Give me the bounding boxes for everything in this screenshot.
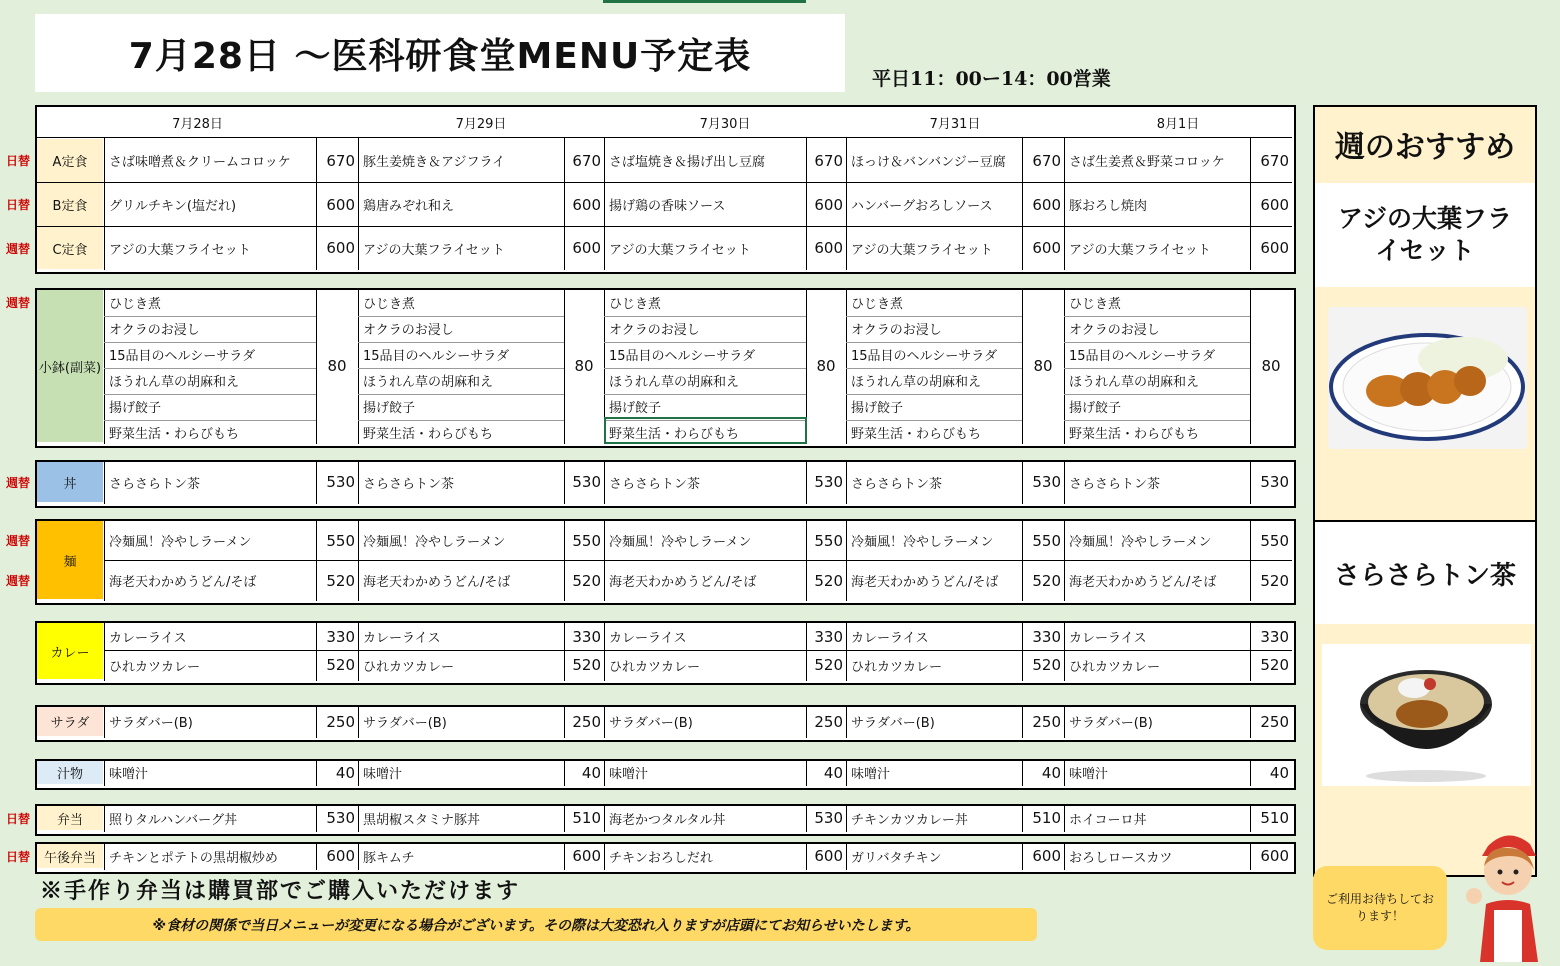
menu-item-curry-1-d2[interactable]: カレーライス [363,631,441,646]
rotation-label-A: 日替 [5,154,30,168]
grid-line [604,806,605,832]
grid-line [1064,761,1065,786]
side-dish-item-d5[interactable]: 揚げ餃子 [1069,401,1122,416]
menu-item-C-d4[interactable]: アジの大葉フライセット [851,242,993,258]
menu-item-C-d5[interactable]: アジの大葉フライセット [1069,242,1211,258]
grid-line [104,806,105,832]
rotation-label-men-2: 週替 [5,574,30,588]
recommend-item-1 [1315,183,1535,287]
price-C-d4: 600 [1032,239,1061,257]
menu-item-C-d1[interactable]: アジの大葉フライセット [109,242,251,258]
menu-item-A-d5[interactable]: さば生姜煮＆野菜コロッケ [1069,155,1225,170]
grid-line [1064,521,1065,601]
price-B-d1: 600 [326,195,355,214]
price-soup-d1: 40 [335,763,355,782]
bento-note: ※手作り弁当は購買部でご購入いただけます [40,878,521,904]
menu-item-bento-d3[interactable]: 海老かつタルタル丼 [609,812,726,828]
side-dish-price-d3: 80 [816,357,836,375]
menu-item-curry-2-d2[interactable]: ひれカツカレー [363,659,455,675]
rotation-label-C: 週替 [5,241,30,256]
rice-bowl-photo [1322,644,1531,786]
menu-item-A-d3[interactable]: さば塩焼き＆揚げ出し豆腐 [609,155,766,170]
side-dish-item-d5[interactable]: ほうれん草の胡麻和え [1069,375,1200,390]
category-kobachi: 小鉢(副菜) [37,290,103,442]
price-A-d3: 670 [814,151,843,170]
price-salad-d2: 250 [572,712,601,731]
waitress-illustration [1458,826,1558,962]
menu-item-don-d2[interactable]: さらさらトン茶 [363,476,455,492]
menu-item-pm-d1[interactable]: チキンとポテトの黒胡椒炒め [109,850,278,866]
menu-item-men-1-d1[interactable]: 冷麺風！冷やしラーメン [109,535,252,550]
side-dish-item-d4[interactable]: ひじき煮 [851,297,904,312]
price-curry-2-d3: 520 [814,656,843,674]
price-bento-d3: 530 [814,809,843,827]
price-C-d3: 600 [814,239,843,257]
price-A-d4: 670 [1032,151,1061,170]
price-men-1-d4: 550 [1032,531,1061,550]
grid-line [604,761,605,786]
price-curry-1-d5: 330 [1260,627,1289,646]
menu-item-curry-1-d3[interactable]: カレーライス [609,631,687,646]
price-curry-2-d5: 520 [1260,656,1289,674]
price-C-d2: 600 [572,239,601,257]
category-men: 麺 [37,521,103,599]
category-bento: 弁当 [37,806,103,830]
menu-item-A-d2[interactable]: 豚生姜焼き＆アジフライ [363,155,506,170]
side-dish-item-d2[interactable]: 揚げ餃子 [363,401,416,416]
menu-item-soup-d1[interactable]: 味噌汁 [109,767,149,782]
category-curry: カレー [37,623,103,679]
menu-item-men-2-d3[interactable]: 海老天わかめうどん/そば [609,575,757,590]
recommend-item-1-label: アジの大葉フライセット [1337,203,1512,265]
grid-line [846,761,847,786]
side-dish-item-d3[interactable]: ほうれん草の胡麻和え [609,375,740,390]
grid-line [1064,806,1065,832]
menu-item-B-d4[interactable]: ハンバーグおろしソース [851,199,993,214]
menu-item-curry-1-d1[interactable]: カレーライス [109,631,187,646]
menu-item-men-1-d5[interactable]: 冷麺風！冷やしラーメン [1069,535,1212,550]
menu-item-C-d3[interactable]: アジの大葉フライセット [609,242,751,258]
price-salad-d4: 250 [1032,712,1061,731]
recommend-item-2: さらさらトン茶 [1315,520,1535,624]
price-men-2-d2: 520 [572,571,601,590]
price-men-1-d5: 550 [1260,531,1289,550]
price-soup-d5: 40 [1269,763,1289,782]
rotation-label-men-1: 週替 [5,534,30,548]
price-don-d3: 530 [814,473,843,491]
grid-line [358,844,359,870]
price-don-d5: 530 [1260,473,1289,491]
price-curry-2-d1: 520 [326,656,355,674]
side-dish-item-d2[interactable]: オクラのお浸し [363,323,454,338]
grid-line [1064,707,1065,738]
side-dish-item-d4[interactable]: 野菜生活・わらびもち [851,427,982,442]
price-men-2-d5: 520 [1260,571,1289,590]
menu-item-salad-d4[interactable]: サラダバー(B) [851,716,935,731]
side-dish-item-d1[interactable]: 野菜生活・わらびもち [109,427,240,442]
grid-line [604,462,605,504]
grid-line [846,521,847,601]
day-header-2: 7月29日 [358,107,604,137]
price-men-1-d2: 550 [572,531,601,550]
price-B-d5: 600 [1260,195,1289,214]
cell-selection-indicator [603,0,806,3]
menu-item-bento-d5[interactable]: ホイコーロ丼 [1069,812,1147,828]
menu-item-B-d2[interactable]: 鶏唐みぞれ和え [363,199,455,214]
price-B-d3: 600 [814,195,843,214]
price-bento-d2: 510 [572,809,601,827]
price-men-1-d3: 550 [814,531,843,550]
menu-item-A-d4[interactable]: ほっけ＆バンバンジー豆腐 [851,155,1006,170]
grid-line [604,844,605,870]
price-men-2-d1: 520 [326,571,355,590]
business-hours: 平日11：00ー14：00営業 [872,68,1111,90]
menu-item-bento-d4[interactable]: チキンカツカレー丼 [851,812,968,828]
menu-item-men-2-d5[interactable]: 海老天わかめうどん/そば [1069,575,1217,590]
price-pm-d3: 600 [814,847,843,865]
side-dish-item-d5[interactable]: オクラのお浸し [1069,323,1160,338]
side-dish-item-d5[interactable]: 野菜生活・わらびもち [1069,427,1200,442]
side-dish-item-d1[interactable]: ほうれん草の胡麻和え [109,375,240,390]
price-pm-d1: 600 [326,847,355,865]
price-salad-d5: 250 [1260,712,1289,731]
price-pm-d4: 600 [1032,847,1061,865]
side-dish-item-d2[interactable]: 15品目のヘルシーサラダ [363,349,510,364]
grid-line [604,623,605,681]
menu-item-soup-d3[interactable]: 味噌汁 [609,767,649,782]
price-curry-1-d2: 330 [572,627,601,646]
grid-line [846,462,847,504]
side-dish-item-d1[interactable]: ひじき煮 [109,297,162,312]
menu-item-pm-d5[interactable]: おろしロースカツ [1069,850,1173,866]
menu-item-curry-1-d5[interactable]: カレーライス [1069,631,1147,646]
menu-item-curry-1-d4[interactable]: カレーライス [851,631,929,646]
side-dish-item-d5[interactable]: ひじき煮 [1069,297,1122,312]
grid-line [358,707,359,738]
day-header-4: 7月31日 [846,107,1064,137]
price-A-d2: 670 [572,151,601,170]
menu-item-soup-d2[interactable]: 味噌汁 [363,767,403,782]
price-A-d1: 670 [326,151,355,170]
price-C-d1: 600 [326,239,355,257]
menu-item-men-1-d2[interactable]: 冷麺風！冷やしラーメン [363,535,506,550]
menu-item-don-d5[interactable]: さらさらトン茶 [1069,476,1161,492]
menu-item-men-1-d4[interactable]: 冷麺風！冷やしラーメン [851,535,994,550]
menu-item-men-2-d1[interactable]: 海老天わかめうどん/そば [109,575,257,590]
side-dish-price-d1: 80 [327,357,347,375]
price-don-d1: 530 [326,473,355,491]
menu-item-don-d3[interactable]: さらさらトン茶 [609,476,701,492]
price-don-d2: 530 [572,473,601,491]
grid-line [358,521,359,601]
price-bento-d1: 530 [326,809,355,827]
side-dish-item-d3[interactable]: 揚げ餃子 [609,401,662,416]
grid-line [358,623,359,681]
price-B-d4: 600 [1032,195,1061,214]
day-header-5: 8月1日 [1064,107,1292,137]
price-soup-d2: 40 [581,763,601,782]
menu-item-curry-2-d1[interactable]: ひれカツカレー [109,659,201,675]
grid-line [104,521,105,601]
side-dish-item-d1[interactable]: オクラのお浸し [109,323,200,338]
price-curry-2-d2: 520 [572,656,601,674]
menu-item-soup-d5[interactable]: 味噌汁 [1069,767,1109,782]
price-bento-d5: 510 [1260,809,1289,827]
price-pm-d5: 600 [1260,847,1289,865]
menu-item-B-d5[interactable]: 豚おろし焼肉 [1069,199,1148,214]
grid-line [604,521,605,601]
grid-line [104,623,105,681]
selected-cell[interactable] [604,417,807,444]
grid-line [358,806,359,832]
price-A-d5: 670 [1260,151,1289,170]
price-men-2-d3: 520 [814,571,843,590]
side-dish-item-d4[interactable]: ほうれん草の胡麻和え [851,375,982,390]
price-curry-2-d4: 520 [1032,656,1061,674]
price-don-d4: 530 [1032,473,1061,491]
category-pm: 午後弁当 [37,844,103,868]
side-dish-price-d5: 80 [1261,357,1281,375]
side-dish-item-d4[interactable]: 揚げ餃子 [851,401,904,416]
day-header-3: 7月30日 [604,107,846,137]
menu-item-bento-d2[interactable]: 黒胡椒スタミナ豚丼 [363,812,481,828]
price-C-d5: 600 [1260,239,1289,257]
day-header-1: 7月28日 [37,107,358,137]
grid-line [104,462,105,504]
side-dish-item-d3[interactable]: 野菜生活・わらびもち [609,427,740,442]
grid-line [104,844,105,870]
menu-item-salad-d3[interactable]: サラダバー(B) [609,716,693,731]
side-dish-item-d1[interactable]: 揚げ餃子 [109,401,162,416]
fried-fish-photo [1328,307,1527,449]
price-salad-d3: 250 [814,712,843,731]
page-title: 7月28日 ～医科研食堂MENU予定表 [35,14,845,92]
menu-item-don-d1[interactable]: さらさらトン茶 [109,476,201,492]
grid-line [358,462,359,504]
menu-item-men-2-d4[interactable]: 海老天わかめうどん/そば [851,575,999,590]
price-curry-1-d1: 330 [326,627,355,646]
price-men-2-d4: 520 [1032,571,1061,590]
price-salad-d1: 250 [326,712,355,731]
menu-item-curry-2-d5[interactable]: ひれカツカレー [1069,659,1161,675]
menu-item-bento-d1[interactable]: 照りタルハンバーグ丼 [109,812,238,828]
category-B: B定食 [37,183,103,226]
price-men-1-d1: 550 [326,531,355,550]
menu-item-salad-d2[interactable]: サラダバー(B) [363,716,447,731]
price-pm-d2: 600 [572,847,601,865]
grid-line [1064,623,1065,681]
menu-item-B-d1[interactable]: グリルチキン(塩だれ) [109,199,237,214]
recommend-title: 週のおすすめ [1334,130,1516,165]
menu-item-men-2-d2[interactable]: 海老天わかめうどん/そば [363,575,511,590]
menu-item-salad-d5[interactable]: サラダバー(B) [1069,716,1153,731]
grid-line [846,707,847,738]
menu-item-B-d3[interactable]: 揚げ鶏の香味ソース [609,199,726,214]
rotation-label-pm: 日替 [5,849,30,864]
side-dish-item-d2[interactable]: 野菜生活・わらびもち [363,427,494,442]
rotation-label-don: 週替 [5,475,30,490]
rotation-label-bento: 日替 [5,811,30,826]
grid-line [1064,462,1065,504]
menu-item-C-d2[interactable]: アジの大葉フライセット [363,242,505,258]
side-dish-item-d2[interactable]: ひじき煮 [363,297,416,312]
menu-item-A-d1[interactable]: さば味噌煮＆クリームコロッケ [109,155,291,170]
side-dish-item-d4[interactable]: 15品目のヘルシーサラダ [851,349,998,364]
menu-item-men-1-d3[interactable]: 冷麺風！冷やしラーメン [609,535,752,550]
grid-line [358,761,359,786]
welcome-text: ご利用お待ちしております！ [1325,892,1434,923]
grid-line [846,844,847,870]
menu-item-soup-d4[interactable]: 味噌汁 [851,767,891,782]
price-curry-1-d3: 330 [814,627,843,646]
grid-line [104,761,105,786]
rotation-label-B: 日替 [5,198,30,212]
category-A: A定食 [37,139,103,182]
grid-line [604,707,605,738]
grid-line [35,137,1292,138]
side-dish-price-d4: 80 [1033,357,1053,375]
side-dish-item-d3[interactable]: 15品目のヘルシーサラダ [609,349,756,364]
welcome-bubble [1313,866,1447,950]
category-salad: サラダ [37,707,103,736]
menu-item-pm-d2[interactable]: 豚キムチ [363,850,415,866]
grid-line [1064,844,1065,870]
side-dish-item-d3[interactable]: オクラのお浸し [609,323,700,338]
price-curry-1-d4: 330 [1032,627,1061,646]
menu-item-don-d4[interactable]: さらさらトン茶 [851,476,943,492]
menu-item-curry-2-d3[interactable]: ひれカツカレー [609,659,701,675]
menu-item-pm-d4[interactable]: ガリバタチキン [851,850,942,866]
side-dish-item-d2[interactable]: ほうれん草の胡麻和え [363,375,494,390]
category-don: 丼 [37,462,103,502]
side-dish-item-d3[interactable]: ひじき煮 [609,297,662,312]
grid-line [846,623,847,681]
rotation-label-kobachi: 週替 [5,295,30,310]
change-notice: ※食材の関係で当日メニューが変更になる場合がございます。その際は大変恐れ入りますが店頭にてお知らせいたします。 [35,908,1037,941]
side-dish-item-d5[interactable]: 15品目のヘルシーサラダ [1069,349,1216,364]
grid-line [104,707,105,738]
menu-item-salad-d1[interactable]: サラダバー(B) [109,716,193,731]
side-dish-item-d1[interactable]: 15品目のヘルシーサラダ [109,349,256,364]
grid-line [846,806,847,832]
category-soup: 汁物 [37,761,103,784]
price-soup-d3: 40 [823,763,843,782]
price-bento-d4: 510 [1032,809,1061,827]
menu-item-curry-2-d4[interactable]: ひれカツカレー [851,659,943,675]
price-soup-d4: 40 [1041,763,1061,782]
side-dish-price-d2: 80 [574,357,594,375]
side-dish-item-d4[interactable]: オクラのお浸し [851,323,942,338]
price-B-d2: 600 [572,195,601,214]
menu-item-pm-d3[interactable]: チキンおろしだれ [609,850,713,866]
category-C: C定食 [37,227,103,269]
